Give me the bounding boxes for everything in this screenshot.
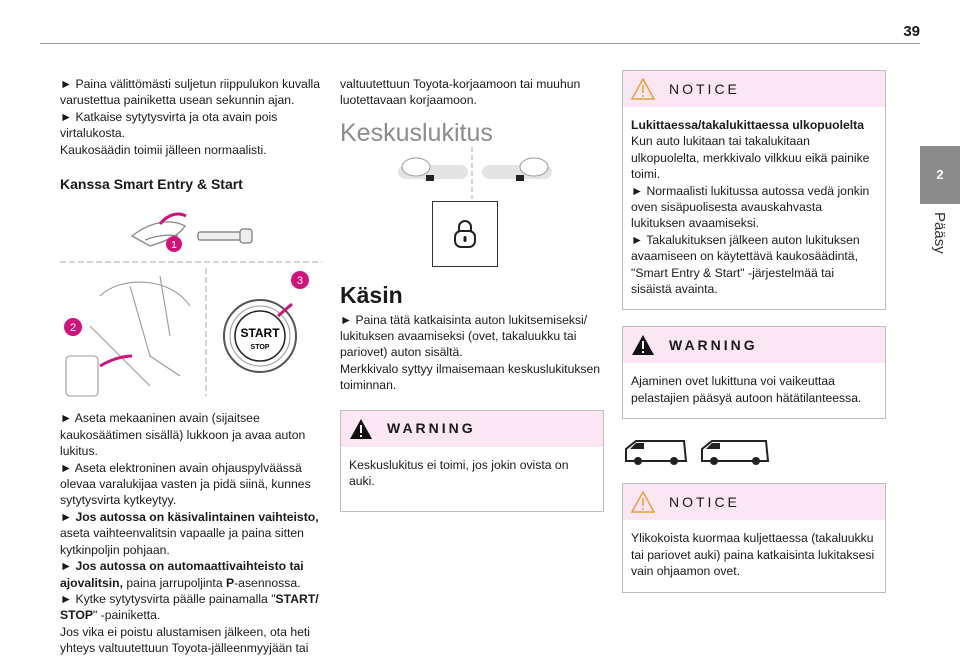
paragraph: Jos vika ei poistu alustamisen jälkeen, ota heti yhteys valtuutettuun Toyota-jälleenmyyjään tai — [60, 624, 310, 656]
warning-header — [341, 411, 603, 447]
notice-triangle-icon — [631, 78, 655, 100]
notice-label: NOTICE — [669, 494, 740, 511]
callout-2: 2 — [69, 322, 77, 335]
notice-title: Lukittaessa/takalukittaessa ulkopuolelta — [631, 118, 865, 132]
column-1 — [60, 76, 322, 657]
column-3 — [622, 70, 886, 593]
steering-wheel-icon — [398, 158, 468, 181]
pink-arrow-icon — [100, 356, 132, 366]
paragraph — [60, 509, 322, 558]
paragraph — [60, 558, 322, 591]
start-label: START — [240, 326, 280, 341]
vans-illustration — [622, 437, 886, 467]
top-rule — [40, 43, 920, 44]
paragraph: valtuutettuun Toyota-korjaamoon tai muuhun luotettavaan korjaamoon. — [340, 77, 581, 108]
chapter-title: Pääsy — [931, 212, 948, 254]
steering-column-icon — [66, 276, 190, 396]
notice-box — [622, 70, 886, 310]
paragraph: Merkkivalo syttyy ilmaisemaan keskuslukituksen toiminnan. — [340, 361, 601, 393]
warning-triangle-icon — [349, 418, 373, 440]
subsection-title: Käsin — [340, 282, 403, 309]
van-icon — [626, 441, 686, 465]
key-illustration — [60, 206, 322, 404]
warning-label: WARNING — [669, 337, 758, 354]
paragraph: ► Aseta elektroninen avain ohjauspylväässä olevaa varalukijaa vasten ja pidä siinä, kunnes sytytysvirta kytkeytyy. — [60, 460, 311, 508]
notice-body — [623, 107, 885, 309]
warning-text: Ajaminen ovet lukittuna voi vaikeuttaa pelastajien pääsyä autoon hätätilanteessa. — [631, 374, 862, 405]
paragraph — [60, 591, 322, 624]
paragraph: ► Paina tätä katkaisinta auton lukitsemiseksi/ lukituksen avaamiseksi (ovet, takaluukku tai pariovet) auton sisältä. — [340, 312, 588, 360]
padlock-icon — [450, 219, 480, 249]
warning-text: Keskuslukitus ei toimi, jos jokin ovista on auki. — [349, 457, 569, 489]
notice-box — [622, 483, 886, 592]
paragraph: ► Normaalisti lukitussa autossa vedä jonkin oven sisäpuolisesta avauskahvasta lukituksen avaamiseksi. — [631, 183, 870, 231]
notice-text: Ylikokoista kuormaa kuljettaessa (takaluukku tai pariovet auki) paina katkaisinta lukitaksesi vain ohjaamon ovet. — [631, 531, 875, 579]
warning-header — [623, 327, 885, 363]
text: paina jarrupoljinta — [123, 575, 226, 590]
paragraph: Kun auto lukitaan tai takalukitaan ulkopuolelta, merkkivalo vilkkuu eikä painike toimi. — [631, 134, 870, 182]
text: " -painiketta. — [92, 608, 161, 623]
page-number: 39 — [903, 23, 920, 40]
text: -asennossa. — [234, 575, 301, 590]
bold-text: P — [225, 575, 235, 590]
van-icon — [702, 441, 768, 465]
subheading-smart-entry: Kanssa Smart Entry & Start — [60, 176, 243, 193]
bold-text: START/ STOP — [60, 591, 319, 623]
paragraph: Kaukosäädin toimii jälleen normaalisti. — [60, 142, 267, 157]
warning-box — [622, 326, 886, 419]
paragraph: ► Aseta mekaaninen avain (sijaitsee kaukosäätimen sisällä) lukkoon ja avaa auton lukitus. — [60, 411, 306, 459]
notice-header — [623, 71, 885, 107]
mechanical-key-icon — [198, 229, 252, 243]
paragraph: ► Katkaise sytytysvirta ja ota avain pois virtalukosta. — [60, 109, 278, 141]
warning-label: WARNING — [387, 420, 476, 437]
chapter-tab: 2 — [920, 146, 960, 204]
text: ► Kytke sytytysvirta päälle painamalla " — [60, 591, 276, 606]
warning-box — [340, 410, 604, 513]
stop-label: STOP — [250, 344, 270, 352]
notice-triangle-icon — [631, 491, 655, 513]
steering-wheel-icon — [482, 158, 552, 181]
lock-switch-illustration — [432, 201, 498, 267]
column-2 — [340, 76, 604, 512]
text: aseta vaihteenvalitsin vapaalle ja paina sitten kytkinpoljin pohjaan. — [60, 526, 304, 557]
steering-wheels-illustration — [340, 147, 604, 203]
notice-header — [623, 484, 885, 520]
bold-text: ► Jos autossa on automaattivaihteisto tai ajovalitsin, — [60, 559, 304, 590]
section-title: Keskuslukitus — [340, 118, 493, 147]
callout-3: 3 — [296, 275, 304, 288]
paragraph: ► Takalukituksen jälkeen auton lukituksen avaamiseen on käytettävä kaukosäädintä, "Smart Entry & Start" -järjestelmää tai sisäistä avainta. — [631, 232, 860, 297]
callout-1: 1 — [171, 240, 177, 252]
paragraph: ► Paina välittömästi suljetun riippulukon kuvalla varustettua painiketta usean sekunnin ajan. — [60, 77, 321, 108]
notice-label: NOTICE — [669, 80, 740, 97]
warning-triangle-icon — [631, 334, 655, 356]
bold-text: ► Jos autossa on käsivalintainen vaihteisto, — [60, 509, 319, 524]
